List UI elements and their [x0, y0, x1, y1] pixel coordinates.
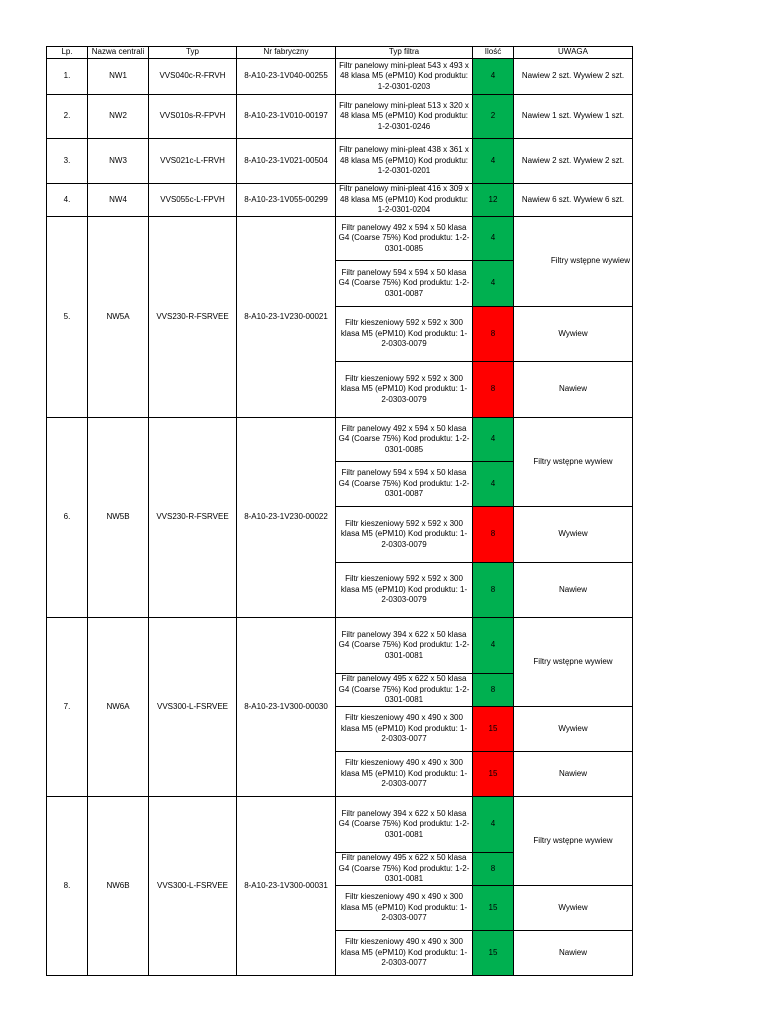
cell-note: Nawiew	[514, 362, 633, 418]
cell-quantity: 12	[473, 184, 514, 217]
cell-note: Wywiew	[514, 707, 633, 752]
cell-quantity: 4	[473, 217, 514, 261]
table-row	[47, 797, 633, 853]
cell-quantity: 8	[473, 674, 514, 707]
cell-note: Nawiew 6 szt. Wywiew 6 szt.	[514, 184, 633, 217]
cell-filter-type: Filtr kieszeniowy 592 x 592 x 300 klasa M5 (ePM10) Kod produktu: 1-2-0303-0079	[336, 307, 473, 362]
cell-quantity: 15	[473, 752, 514, 797]
cell-quantity: 15	[473, 931, 514, 976]
table-row	[47, 618, 633, 674]
cell-nazwa: NW6B	[88, 797, 149, 976]
cell-lp: 1.	[47, 59, 88, 95]
cell-filter-type: Filtr kieszeniowy 592 x 592 x 300 klasa M5 (ePM10) Kod produktu: 1-2-0303-0079	[336, 362, 473, 418]
cell-typ: VVS230-R-FSRVEE	[149, 217, 237, 418]
cell-filter-type: Filtr panelowy mini-pleat 543 x 493 x 48 klasa M5 (ePM10) Kod produktu: 1-2-0301-0203	[336, 59, 473, 95]
cell-nr: 8-A10-23-1V010-00197	[237, 95, 336, 139]
table-row	[47, 59, 633, 95]
cell-nr: 8-A10-23-1V055-00299	[237, 184, 336, 217]
cell-filter-type: Filtr panelowy 492 x 594 x 50 klasa G4 (Coarse 75%) Kod produktu: 1-2-0301-0085	[336, 217, 473, 261]
cell-quantity: 2	[473, 95, 514, 139]
cell-quantity: 8	[473, 362, 514, 418]
cell-filter-type: Filtr panelowy mini-pleat 438 x 361 x 48 klasa M5 (ePM10) Kod produktu: 1-2-0301-0201	[336, 139, 473, 184]
cell-typ: VVS021c-L-FRVH	[149, 139, 237, 184]
cell-quantity: 4	[473, 139, 514, 184]
cell-note: Wywiew	[514, 307, 633, 362]
cell-quantity: 15	[473, 707, 514, 752]
cell-nazwa: NW2	[88, 95, 149, 139]
cell-quantity: 15	[473, 886, 514, 931]
cell-nazwa: NW6A	[88, 618, 149, 797]
header-ilosc: Ilość	[473, 47, 514, 59]
cell-note: Filtry wstępne wywiew	[514, 797, 633, 886]
cell-filter-type: Filtr panelowy 394 x 622 x 50 klasa G4 (Coarse 75%) Kod produktu: 1-2-0301-0081	[336, 618, 473, 674]
cell-note: Wywiew	[514, 886, 633, 931]
cell-nazwa: NW3	[88, 139, 149, 184]
table-row	[47, 184, 633, 217]
cell-typ: VVS040c-R-FRVH	[149, 59, 237, 95]
cell-filter-type: Filtr kieszeniowy 490 x 490 x 300 klasa M5 (ePM10) Kod produktu: 1-2-0303-0077	[336, 707, 473, 752]
cell-lp: 2.	[47, 95, 88, 139]
cell-filter-type: Filtr panelowy 394 x 622 x 50 klasa G4 (Coarse 75%) Kod produktu: 1-2-0301-0081	[336, 797, 473, 853]
cell-note: Nawiew 2 szt. Wywiew 2 szt.	[514, 139, 633, 184]
cell-quantity: 4	[473, 618, 514, 674]
header-row	[47, 47, 633, 59]
cell-filter-type: Filtr panelowy 594 x 594 x 50 klasa G4 (Coarse 75%) Kod produktu: 1-2-0301-0087	[336, 462, 473, 507]
cell-quantity: 4	[473, 418, 514, 462]
cell-filter-type: Filtr kieszeniowy 490 x 490 x 300 klasa M5 (ePM10) Kod produktu: 1-2-0303-0077	[336, 886, 473, 931]
header-typ: Typ	[149, 47, 237, 59]
cell-lp: 6.	[47, 418, 88, 618]
cell-typ: VVS230-R-FSRVEE	[149, 418, 237, 618]
cell-nazwa: NW5B	[88, 418, 149, 618]
table-row	[47, 139, 633, 184]
header-nazwa: Nazwa centrali	[88, 47, 149, 59]
cell-quantity: 8	[473, 507, 514, 563]
cell-filter-type: Filtr panelowy 492 x 594 x 50 klasa G4 (Coarse 75%) Kod produktu: 1-2-0301-0085	[336, 418, 473, 462]
cell-nr: 8-A10-23-1V300-00030	[237, 618, 336, 797]
cell-note: Nawiew	[514, 752, 633, 797]
cell-filter-type: Filtr panelowy 495 x 622 x 50 klasa G4 (Coarse 75%) Kod produktu: 1-2-0301-0081	[336, 674, 473, 707]
cell-quantity: 4	[473, 261, 514, 307]
cell-nr: 8-A10-23-1V040-00255	[237, 59, 336, 95]
cell-nazwa: NW1	[88, 59, 149, 95]
cell-lp: 4.	[47, 184, 88, 217]
cell-nr: 8-A10-23-1V300-00031	[237, 797, 336, 976]
cell-filter-type: Filtr kieszeniowy 592 x 592 x 300 klasa M5 (ePM10) Kod produktu: 1-2-0303-0079	[336, 507, 473, 563]
cell-filter-type: Filtr panelowy 495 x 622 x 50 klasa G4 (Coarse 75%) Kod produktu: 1-2-0301-0081	[336, 853, 473, 886]
cell-lp: 5.	[47, 217, 88, 418]
cell-nr: 8-A10-23-1V230-00021	[237, 217, 336, 418]
cell-quantity: 8	[473, 853, 514, 886]
cell-lp: 3.	[47, 139, 88, 184]
header-uwaga: UWAGA	[514, 47, 633, 59]
cell-nr: 8-A10-23-1V230-00022	[237, 418, 336, 618]
cell-filter-type: Filtr panelowy mini-pleat 513 x 320 x 48 klasa M5 (ePM10) Kod produktu: 1-2-0301-0246	[336, 95, 473, 139]
cell-quantity: 8	[473, 563, 514, 618]
header-filtr: Typ filtra	[336, 47, 473, 59]
cell-typ: VVS300-L-FSRVEE	[149, 797, 237, 976]
cell-nazwa: NW5A	[88, 217, 149, 418]
cell-filter-type: Filtr panelowy 594 x 594 x 50 klasa G4 (Coarse 75%) Kod produktu: 1-2-0301-0087	[336, 261, 473, 307]
cell-quantity: 4	[473, 59, 514, 95]
cell-filter-type: Filtr panelowy mini-pleat 416 x 309 x 48 klasa M5 (ePM10) Kod produktu: 1-2-0301-0204	[336, 184, 473, 217]
cell-nr: 8-A10-23-1V021-00504	[237, 139, 336, 184]
cell-quantity: 4	[473, 462, 514, 507]
cell-filter-type: Filtr kieszeniowy 490 x 490 x 300 klasa M5 (ePM10) Kod produktu: 1-2-0303-0077	[336, 752, 473, 797]
cell-typ: VVS055c-L-FPVH	[149, 184, 237, 217]
filter-table	[46, 46, 633, 976]
table-row	[47, 217, 633, 261]
cell-lp: 8.	[47, 797, 88, 976]
header-lp: Lp.	[47, 47, 88, 59]
cell-note: Filtry wstępne wywiew	[514, 418, 633, 507]
cell-note: Filtry wstępne wywiew	[514, 618, 633, 707]
cell-note: Filtry wstępne wywiew	[514, 217, 633, 307]
cell-note: Nawiew	[514, 931, 633, 976]
table-row	[47, 95, 633, 139]
table-row	[47, 418, 633, 462]
cell-quantity: 4	[473, 797, 514, 853]
cell-quantity: 8	[473, 307, 514, 362]
cell-filter-type: Filtr kieszeniowy 490 x 490 x 300 klasa M5 (ePM10) Kod produktu: 1-2-0303-0077	[336, 931, 473, 976]
cell-typ: VVS300-L-FSRVEE	[149, 618, 237, 797]
header-nr: Nr fabryczny	[237, 47, 336, 59]
cell-note: Nawiew	[514, 563, 633, 618]
cell-note: Nawiew 1 szt. Wywiew 1 szt.	[514, 95, 633, 139]
cell-nazwa: NW4	[88, 184, 149, 217]
cell-typ: VVS010s-R-FPVH	[149, 95, 237, 139]
cell-note: Nawiew 2 szt. Wywiew 2 szt.	[514, 59, 633, 95]
cell-note: Wywiew	[514, 507, 633, 563]
cell-filter-type: Filtr kieszeniowy 592 x 592 x 300 klasa M5 (ePM10) Kod produktu: 1-2-0303-0079	[336, 563, 473, 618]
cell-lp: 7.	[47, 618, 88, 797]
